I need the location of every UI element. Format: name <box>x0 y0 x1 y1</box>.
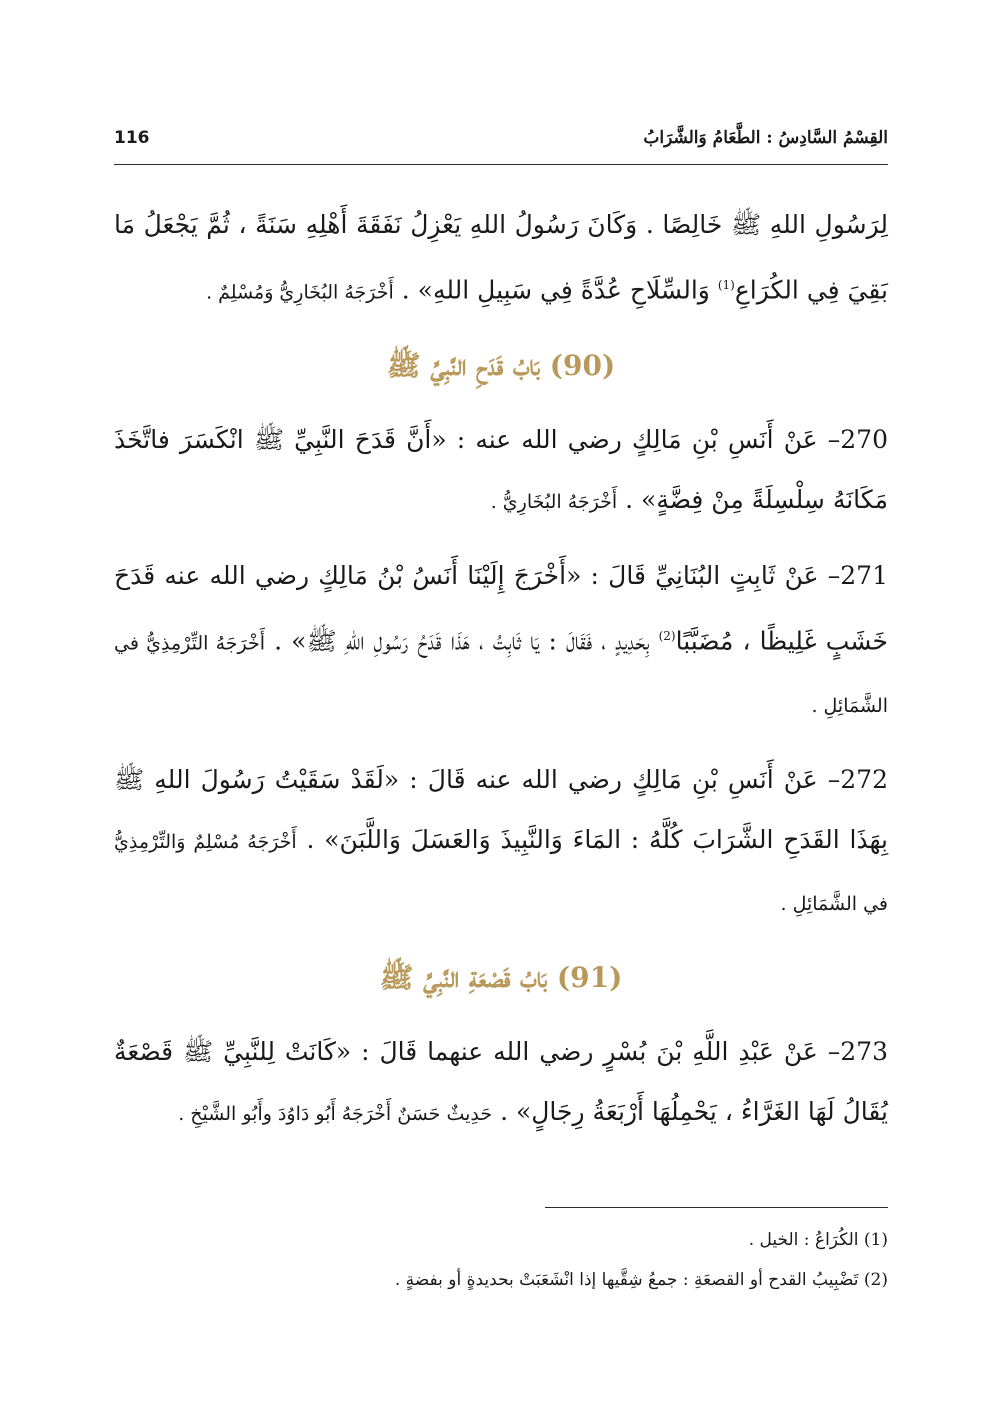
hadith-273-source: حَدِيثٌ حَسَنٌ أَخْرَجَهُ أَبُو دَاوُدَ وأَبُو الشَّيْخِ . <box>178 1102 493 1125</box>
hadith-270 <box>114 410 888 532</box>
intro-text: لِرَسُولِ اللهِ ﷺ خَالِصًا . وَكَانَ رَسُولُ اللهِ يَعْزِلُ نَفَقَةَ أَهْلِهِ سَنَةً ، ثُمَّ يَجْعَلُ مَا بَقِيَ فِي الكُرَاعِ <box>114 210 888 305</box>
hadith-273-text: 273– عَنْ عَبْدِ اللَّهِ بْنَ بُسْرٍ رضي الله عنهما قَالَ : «كَانَتْ لِلنَّبِيِّ ﷺ قَصْعَةٌ يُقَالُ لَهَا الغَرَّاءُ ، يَحْمِلُهَا أَرْبَعَةُ رِجَالٍ» . <box>114 1036 888 1126</box>
hadith-270-source: أَخْرَجَهُ البُخَارِيُّ . <box>490 491 618 514</box>
header-divider <box>114 164 888 165</box>
footnote-number: (1) <box>863 1230 888 1250</box>
page-number: 116 <box>114 128 150 148</box>
page-header <box>114 118 888 158</box>
footnote-number: (2) <box>863 1270 888 1290</box>
chapter-heading-90: (90) بَابُ قَدَحِ النَّبِيِّ ﷺ <box>386 349 616 383</box>
hadith-270-text: 270– عَنْ أَنَسِ بْنِ مَالِكٍ رضي الله عنه : «أَنَّ قَدَحَ النَّبِيِّ ﷺ انْكَسَرَ فاتَّخَذَ مَكَانَهُ سِلْسِلَةً مِنْ فِضَّةٍ» . <box>114 425 888 515</box>
intro-source: أَخْرَجَهُ البُخَارِيُّ وَمُسْلِمٌ . <box>206 281 394 304</box>
footnote-1 <box>114 1220 888 1260</box>
running-title: القِسْمُ السَّادِسُ : الطَّعَامُ وَالشَّرَابُ <box>643 128 888 148</box>
intro-paragraph <box>114 195 888 322</box>
hadith-271-source: أَخْرَجَهُ التِّرْمِذِيُّ في الشَّمَائِلِ . <box>114 632 888 717</box>
hadith-272-text: 272– عَنْ أَنَسِ بْنِ مَالِكٍ رضي الله عنه قَالَ : «لَقَدْ سَقَيْتُ رَسُولَ اللهِ ﷺ بِهَذَا القَدَحِ الشَّرَابَ كُلَّهُ : المَاءَ وَالنَّبِيذَ وَالعَسَلَ وَاللَّبَنَ» . <box>114 764 889 854</box>
footnote-text: تَضْبِيبُ القدح أو القصعَةِ : جمعُ شِقَّيها إذا انْشَعَبَتْ بحديدةٍ أو بفضةٍ . <box>394 1270 859 1290</box>
footnote-ref-1: (1) <box>717 278 735 292</box>
main-text <box>114 195 888 1144</box>
hadith-272 <box>114 750 888 934</box>
chapter-heading-91: (91) بَابُ قَصْعَةِ النَّبِيِّ ﷺ <box>379 960 623 994</box>
footnote-2 <box>114 1260 888 1300</box>
hadith-271-text-after: بِحَدِيدٍ ، فَقَالَ : يَا ثَابِتُ ، هَذَا قَدَحُ رَسُولِ اللهِ ﷺ» . <box>274 626 659 656</box>
footnote-text: الكُرَاعُ : الخيل . <box>748 1230 859 1250</box>
hadith-273 <box>114 1022 888 1144</box>
hadith-271-text: 271– عَنْ ثَابِتٍ البُنَانِيِّ قَالَ : «أَخْرَجَ إِلَيْنَا أَنَسُ بْنُ مَالِكٍ رضي الله عنه قَدَحَ خَشَبٍ غَلِيظًا ، مُضَبَّبًا <box>114 561 889 656</box>
footnote-divider <box>545 1207 888 1208</box>
footnote-ref-2: (2) <box>658 629 676 644</box>
intro-text-after: وَالسِّلَاحِ عُدَّةً فِي سَبِيلِ اللهِ» . <box>401 275 718 305</box>
hadith-271 <box>114 546 888 735</box>
footnotes <box>114 1220 888 1300</box>
hadith-272-source: أَخْرَجَهُ مُسْلِمٌ وَالتِّرْمِذِيُّ في الشَّمَائِلِ . <box>114 830 888 915</box>
